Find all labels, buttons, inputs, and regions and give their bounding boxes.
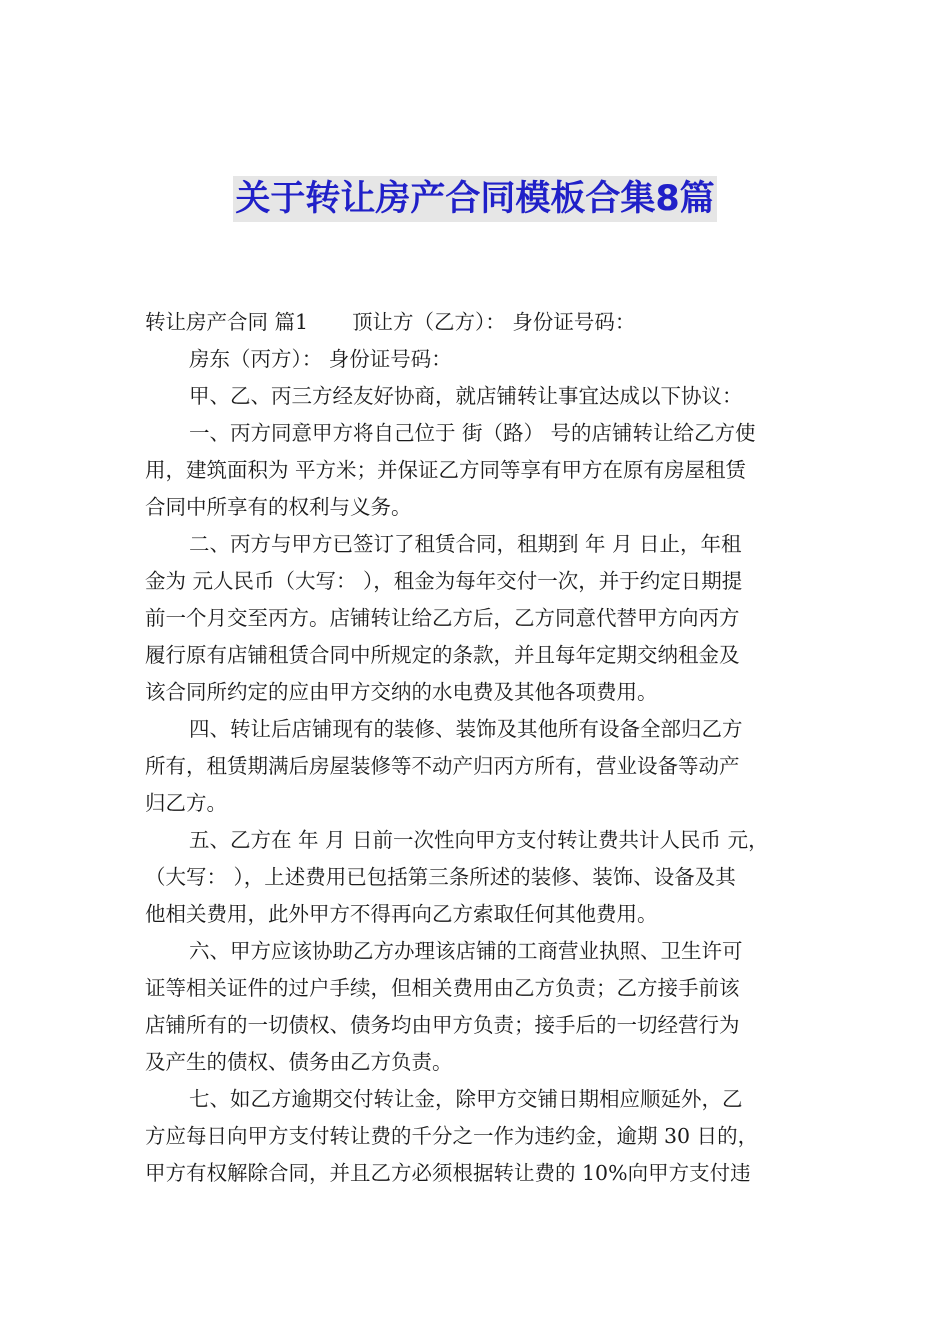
paragraph-line: 店铺所有的一切债权、债务均由甲方负责；接手后的一切经营行为 (145, 1013, 740, 1037)
paragraph-line: 六、甲方应该协助乙方办理该店铺的工商营业执照、卫生许可 (189, 939, 743, 963)
paragraph-line: 甲、乙、丙三方经友好协商，就店铺转让事宜达成以下协议： (189, 384, 743, 408)
paragraph-line: 合同中所享有的权利与义务。 (145, 495, 412, 519)
paragraph-line: 用，建筑面积为 平方米；并保证乙方同等享有甲方在原有房屋租赁 (145, 458, 747, 482)
title-container (0, 176, 950, 222)
party-b-id-line: 顶让方（乙方）： 身份证号码： (352, 310, 636, 334)
paragraph-line: 履行原有店铺租赁合同中所规定的条款，并且每年定期交纳租金及 (145, 643, 740, 667)
paragraph-line: 所有，租赁期满后房屋装修等不动产归丙方所有，营业设备等动产 (145, 754, 740, 778)
paragraph-line: 他相关费用，此外甲方不得再向乙方索取任何其他费用。 (145, 902, 658, 926)
paragraph-line: （大写： ），上述费用已包括第三条所述的装修、装饰、设备及其 (145, 865, 736, 889)
paragraph-line: 金为 元人民币（大写： ），租金为每年交付一次，并于约定日期提 (145, 569, 743, 593)
paragraph-line: 二、丙方与甲方已签订了租赁合同，租期到 年 月 日止，年租 (189, 532, 742, 556)
paragraph-line: 归乙方。 (145, 791, 227, 815)
paragraph-line: 房东（丙方）： 身份证号码： (189, 347, 452, 371)
paragraph-line: 及产生的债权、债务由乙方负责。 (145, 1050, 453, 1074)
paragraph-line: 一、丙方同意甲方将自己位于 街（路） 号的店铺转让给乙方使 (189, 421, 756, 445)
paragraph-line: 前一个月交至丙方。店铺转让给乙方后，乙方同意代替甲方向丙方 (145, 606, 740, 630)
paragraph-line: 四、转让后店铺现有的装修、装饰及其他所有设备全部归乙方 (189, 717, 743, 741)
paragraph-line: 证等相关证件的过户手续，但相关费用由乙方负责；乙方接手前该 (145, 976, 740, 1000)
paragraph-line (145, 304, 810, 341)
paragraph-line: 七、如乙方逾期交付转让金，除甲方交铺日期相应顺延外，乙 (189, 1087, 743, 1111)
paragraph-line: 五、乙方在 年 月 日前一次性向甲方支付转让费共计人民币 元， (189, 828, 769, 852)
section-heading: 转让房产合同 篇1 (145, 310, 309, 334)
document-title: 关于转让房产合同模板合集8篇 (233, 176, 716, 222)
paragraph-line: 该合同所约定的应由甲方交纳的水电费及其他各项费用。 (145, 680, 658, 704)
paragraph-line: 方应每日向甲方支付转让费的千分之一作为违约金，逾期 30 日的， (145, 1124, 759, 1148)
paragraph-line: 甲方有权解除合同，并且乙方必须根据转让费的 10%向甲方支付违 (145, 1161, 751, 1185)
document-body (145, 304, 810, 1192)
